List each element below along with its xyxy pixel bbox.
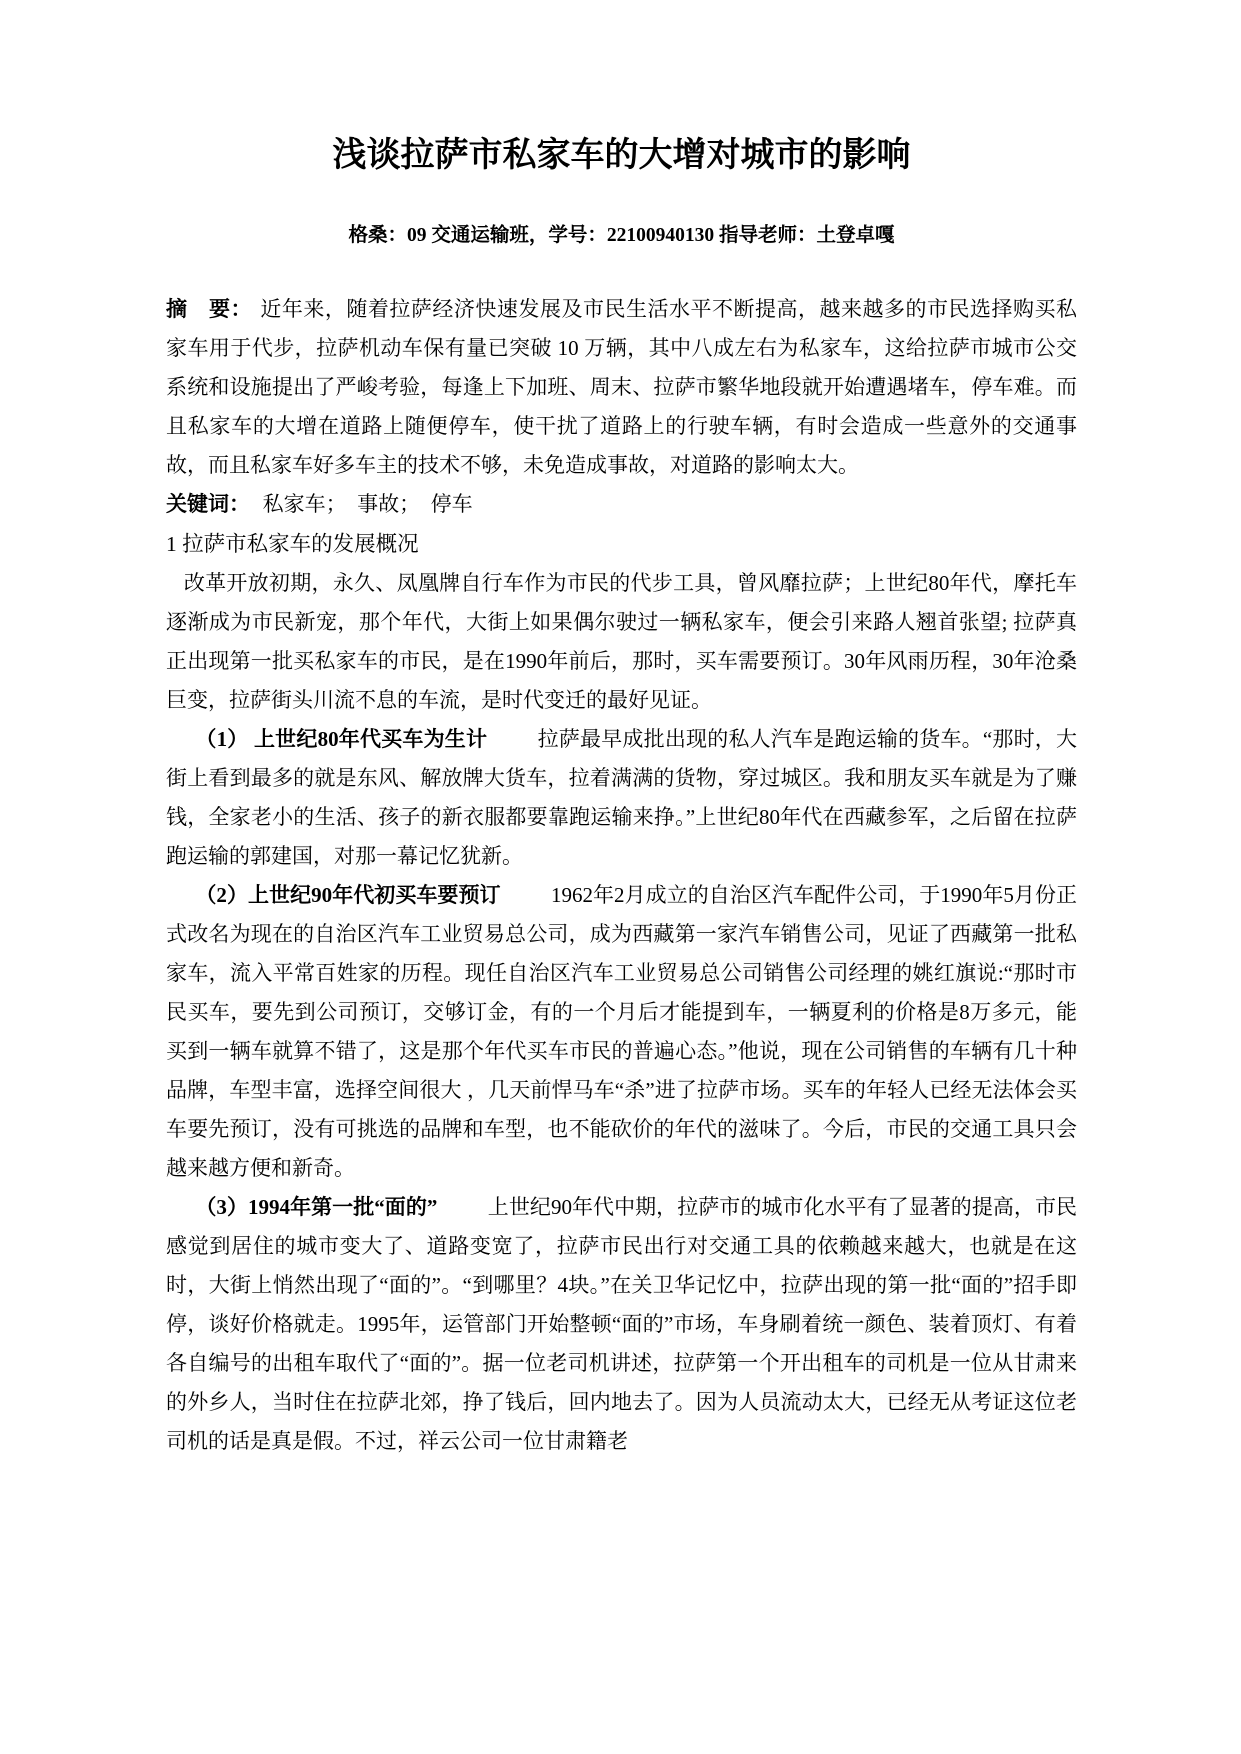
page-title: 浅谈拉萨市私家车的大增对城市的影响: [332, 137, 911, 174]
subsection-3-label: （3）1994年第一批“面的”: [195, 1195, 438, 1220]
subsection-1-text: 拉萨最早成批出现的私人汽车是跑运输的货车。“那时，大街上看到最多的就是东风、解放牌大货车，拉着满满的货物，穿过城区。我和朋友买车就是为了赚钱，全家老小的生活、孩子的新衣服都要靠跑运输来挣。”上世纪80年代在西藏参军，之后留在拉萨跑运输的郭建国，对那一幕记忆犹新。: [166, 727, 1078, 869]
keywords-label: 关键词：: [166, 492, 250, 517]
subsection-1-label: （1） 上世纪80年代买车为生计: [195, 727, 488, 752]
keywords-text: 私家车； 事故； 停车: [262, 492, 473, 517]
subsection-3-paragraph: [166, 1188, 1077, 1461]
subsection-2-text: 1962年2月成立的自治区汽车配件公司，于1990年5月份正式改名为现在的自治区汽车工业贸易总公司，成为西藏第一家汽车销售公司，见证了西藏第一批私家车，流入平常百姓家的历程。现任自治区汽车工业贸易总公司销售公司经理的姚红旗说:“那时市民买车，要先到公司预订，交够订金，有的一个月后才能提到车，一辆夏利的价格是8万多元，能买到一辆车就算不错了，这是那个年代买车市民的普遍心态。”他说，现在公司销售的车辆有几十种品牌，车型丰富，选择空间很大 ，几天前悍马车“杀”进了拉萨市场。买车的年轻人已经无法体会买车要先预订，没有可挑选的品牌和车型，也不能砍价的年代的滋味了。今后，市民的交通工具只会越来越方便和新奇。: [166, 883, 1078, 1181]
abstract-paragraph: [166, 290, 1077, 485]
abstract-text: 近年来，随着拉萨经济快速发展及市民生活水平不断提高，越来越多的市民选择购买私家车用于代步，拉萨机动车保有量已突破 10 万辆，其中八成左右为私家车，这给拉萨市城市公交系统和设施提出了严峻考验，每逢上下加班、周末、拉萨市繁华地段就开始遭遇堵车，停车难。而且私家车的大增在道路上随便停车，使干扰了道路上的行驶车辆，有时会造成一些意外的交通事故，而且私家车好多车主的技术不够，未免造成事故，对道路的影响太大。: [166, 297, 1078, 478]
subsection-1-paragraph: [166, 720, 1077, 876]
byline: 格桑：09 交通运输班，学号：22100940130 指导老师：土登卓嘎: [348, 224, 895, 246]
subsection-3-text: 上世纪90年代中期，拉萨市的城市化水平有了显著的提高，市民感觉到居住的城市变大了、道路变宽了，拉萨市民出行对交通工具的依赖越来越大，也就是在这时，大街上悄然出现了“面的”。“到哪里？4块。”在关卫华记忆中，拉萨出现的第一批“面的”招手即停，谈好价格就走。1995年，运管部门开始整顿“面的”市场，车身刷着统一颜色、装着顶灯、有着各自编号的出租车取代了“面的”。据一位老司机讲述，拉萨第一个开出租车的司机是一位从甘肃来的外乡人，当时住在拉萨北郊，挣了钱后，回内地去了。因为人员流动太大，已经无从考证这位老司机的话是真是假。不过，祥云公司一位甘肃籍老: [166, 1195, 1077, 1454]
abstract-label: 摘 要：: [166, 297, 253, 322]
keywords-line: [166, 485, 1077, 524]
subsection-2-paragraph: [166, 876, 1077, 1188]
section-intro-paragraph: 改革开放初期，永久、凤凰牌自行车作为市民的代步工具，曾风靡拉萨；上世纪80年代，摩托车逐渐成为市民新宠，那个年代，大街上如果偶尔驶过一辆私家车，便会引来路人翘首张望; 拉萨真正出现第一批买私家车的市民，是在1990年前后，那时，买车需要预订。30年风雨历程，30年沧桑巨变，拉萨街头川流不息的车流，是时代变迁的最好见证。: [166, 571, 1077, 713]
section-heading: 1 拉萨市私家车的发展概况: [166, 532, 419, 557]
subsection-2-label: （2）上世纪90年代初买车要预订: [195, 883, 501, 908]
